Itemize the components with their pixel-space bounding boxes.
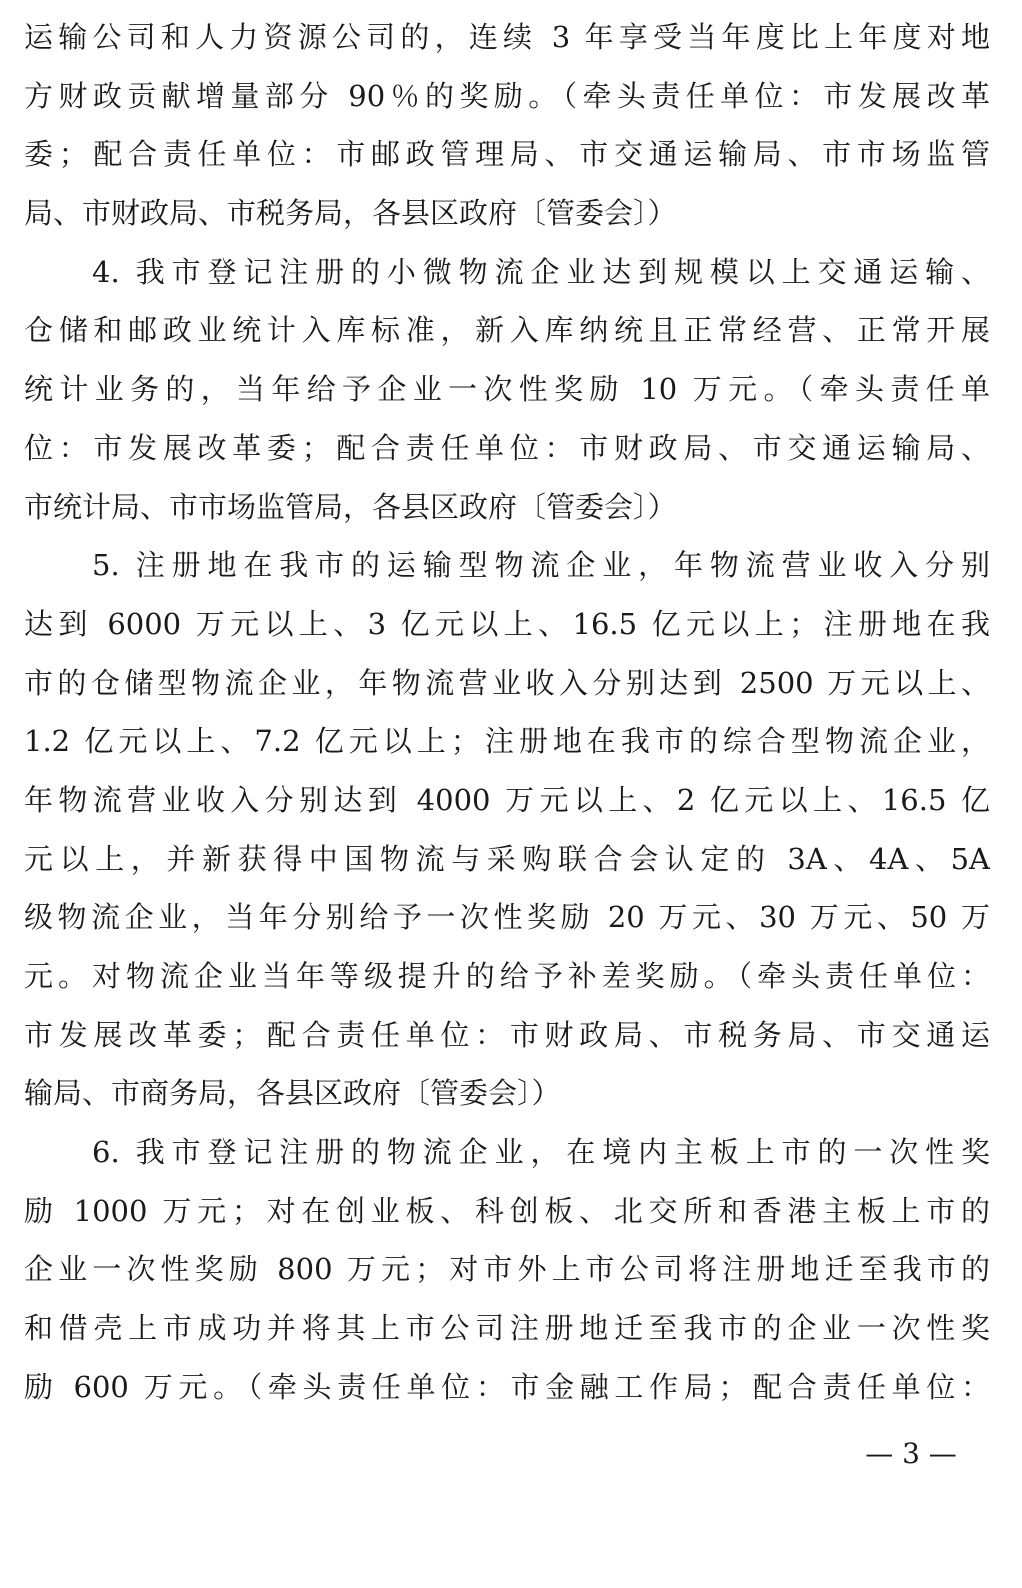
text-line: 运输公司和人力资源公司的，连续 3 年享受当年度比上年度对地 <box>24 20 990 54</box>
text-line: 4. 我市登记注册的小微物流企业达到规模以上交通运输、 <box>92 254 990 289</box>
text-line: 1.2 亿元以上、7.2 亿元以上；注册地在我市的综合型物流企业， <box>24 724 990 759</box>
text-line: 市统计局、市市场监管局，各县区政府〔管委会〕） <box>24 489 677 524</box>
text-line: 和借壳上市成功并将其上市公司注册地迁至我市的企业一次性奖 <box>24 1311 990 1346</box>
text-line: 位：市发展改革委；配合责任单位：市财政局、市交通运输局、 <box>24 430 990 465</box>
text-line: 仓储和邮政业统计入库标准，新入库纳统且正常经营、正常开展 <box>24 313 990 348</box>
text-line: 局、市财政局、市税务局，各县区政府〔管委会〕） <box>24 196 677 231</box>
text-line: 元。对物流企业当年等级提升的给予补差奖励。（牵头责任单位： <box>24 959 990 993</box>
text-line: 励 1000 万元；对在创业板、科创板、北交所和香港主板上市的 <box>24 1193 990 1228</box>
text-line: 6. 我市登记注册的物流企业，在境内主板上市的一次性奖 <box>92 1135 990 1170</box>
text-line: 年物流营业收入分别达到 4000 万元以上、2 亿元以上、16.5 亿 <box>24 782 990 817</box>
text-line: 方财政贡献增量部分 90％的奖励。（牵头责任单位：市发展改革 <box>24 78 990 113</box>
text-line: 市发展改革委；配合责任单位：市财政局、市税务局、市交通运 <box>24 1017 990 1052</box>
text-line: 励 600 万元。（牵头责任单位：市金融工作局；配合责任单位： <box>24 1369 990 1404</box>
body-text <box>24 8 990 1417</box>
text-line: 输局、市商务局，各县区政府〔管委会〕） <box>24 1076 561 1111</box>
text-line: 委；配合责任单位：市邮政管理局、市交通运输局、市市场监管 <box>24 137 990 172</box>
text-line: 企业一次性奖励 800 万元；对市外上市公司将注册地迁至我市的 <box>24 1252 990 1287</box>
text-line: 级物流企业，当年分别给予一次性奖励 20 万元、30 万元、50 万 <box>24 900 990 935</box>
text-line: 统计业务的，当年给予企业一次性奖励 10 万元。（牵头责任单 <box>24 372 990 407</box>
page-number: — 3 — <box>865 1437 957 1470</box>
text-line: 市的仓储型物流企业，年物流营业收入分别达到 2500 万元以上、 <box>24 665 990 700</box>
text-line: 达到 6000 万元以上、3 亿元以上、16.5 亿元以上；注册地在我 <box>24 606 990 641</box>
text-line: 元以上，并新获得中国物流与采购联合会认定的 3A、4A、5A <box>24 841 990 876</box>
text-line: 5. 注册地在我市的运输型物流企业，年物流营业收入分别 <box>92 548 990 583</box>
